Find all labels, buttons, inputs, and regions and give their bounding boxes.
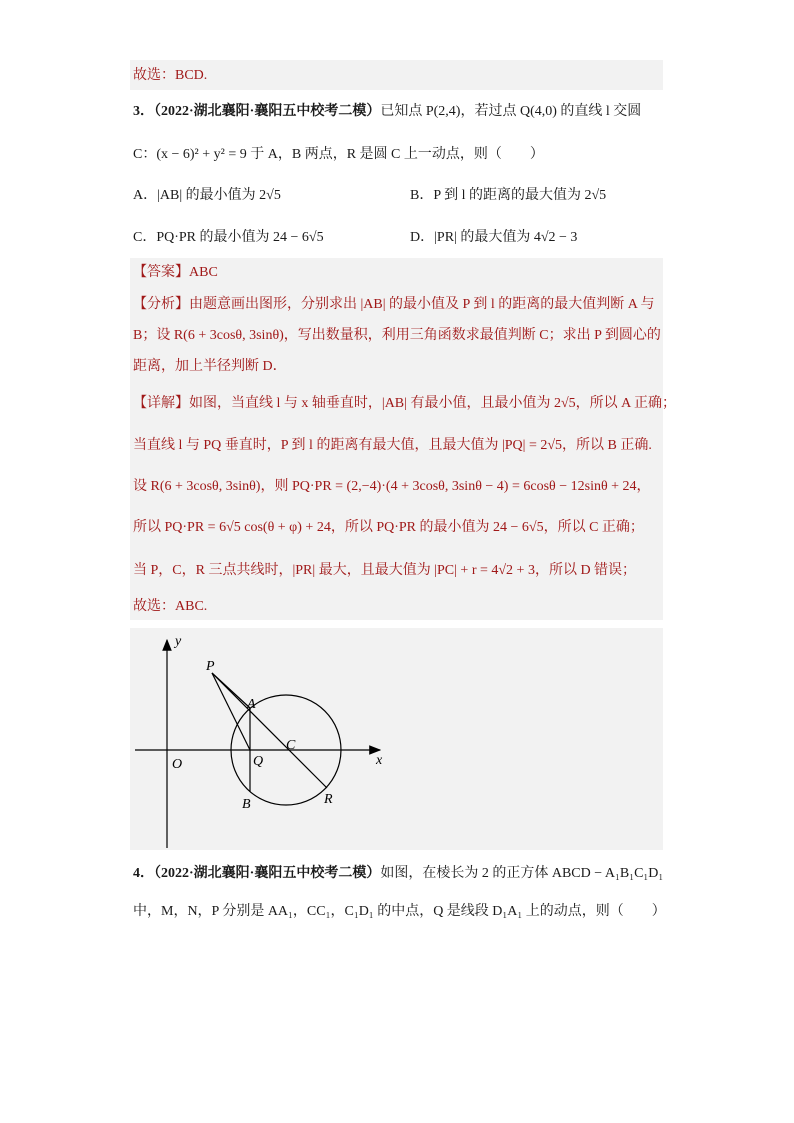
q3-analysis-line2: B；设 R(6 + 3cosθ, 3sinθ)，写出数量积，利用三角函数求最值判断 C；求出 P 到圆心的 (133, 328, 661, 343)
q3-option-c: C．PQ·PR 的最小值为 24 − 6√5 (133, 230, 324, 245)
q3-stem-line2: C：(x − 6)² + y² = 9 于 A，B 两点，R 是圆 C 上一动点，则（ ） (133, 147, 544, 162)
q3-detail-line2: 当直线 l 与 PQ 垂直时，P 到 l 的距离有最大值，且最大值为 |PQ| = 2√5，所以 B 正确. (133, 438, 652, 453)
q3-number: 3． (133, 104, 154, 119)
label-x: x (376, 753, 383, 768)
q4-stem-line1 (133, 864, 663, 884)
label-q: Q (253, 754, 264, 769)
label-b: B (242, 797, 251, 812)
q3-detail-line3: 设 R(6 + 3cosθ, 3sinθ)，则 PQ·PR = (2,−4)·(4 + 3cosθ, 3sinθ − 4) = 6cosθ − 12sinθ + 24， (133, 479, 651, 494)
prev-answer: 故选：BCD. (133, 68, 208, 83)
detail-text1: 如图，当直线 l 与 x 轴垂直时，|AB| 有最小值，且最小值为 2√5，所以 A 正确； (189, 396, 676, 411)
q3-conclusion: 故选：ABC. (133, 599, 208, 614)
q4-stem-text1: 如图，在棱长为 2 的正方体 ABCD − A₁B₁C₁D₁ (380, 866, 664, 881)
q3-option-a: A．|AB| 的最小值为 2√5 (133, 188, 281, 203)
q3-analysis-line3: 距离，加上半径判断 D． (133, 359, 287, 374)
segment-pq (212, 673, 250, 750)
q3-analysis-line1 (133, 295, 655, 315)
q4-source: （2022·湖北襄阳·襄阳五中校考二模） (154, 866, 381, 881)
answer-label: 【答案】 (133, 265, 189, 280)
q3-detail-line5: 当 P，C，R 三点共线时，|PR| 最大，且最大值为 |PC| + r = 4√2 + 3，所以 D 错误； (133, 563, 637, 578)
analysis-text1: 由题意画出图形，分别求出 |AB| 的最小值及 P 到 l 的距离的最大值判断 A 与 (189, 297, 655, 312)
segment-pr (212, 673, 327, 788)
q4-stem-line2: 中，M，N，P 分别是 AA₁，CC₁，C₁D₁ 的中点，Q 是线段 D₁A₁ 上的动点，则（ ） (133, 904, 666, 919)
label-p: P (206, 659, 215, 674)
answer-value: ABC (189, 265, 218, 280)
analysis-label: 【分析】 (133, 297, 189, 312)
label-r: R (324, 792, 333, 807)
q3-detail-line1 (133, 394, 676, 414)
label-o: O (172, 757, 183, 772)
circle-line-diagram (130, 628, 663, 850)
q3-answer (133, 263, 218, 283)
label-y: y (175, 634, 182, 649)
q3-option-d: D．|PR| 的最大值为 4√2 − 3 (410, 230, 578, 245)
label-c: C (286, 738, 296, 753)
q3-stem-text1: 已知点 P(2,4)，若过点 Q(4,0) 的直线 l 交圆 (380, 104, 642, 119)
q3-option-b: B．P 到 l 的距离的最大值为 2√5 (410, 188, 607, 203)
q3-stem-line1 (133, 102, 641, 122)
label-a: A (247, 697, 256, 712)
q4-number: 4． (133, 866, 154, 881)
q3-source: （2022·湖北襄阳·襄阳五中校考二模） (154, 104, 381, 119)
prev-answer-shade (130, 60, 663, 90)
detail-label: 【详解】 (133, 396, 189, 411)
q3-figure (130, 628, 663, 850)
q3-detail-line4: 所以 PQ·PR = 6√5 cos(θ + φ) + 24，所以 PQ·PR 的最小值为 24 − 6√5，所以 C 正确； (133, 520, 644, 535)
